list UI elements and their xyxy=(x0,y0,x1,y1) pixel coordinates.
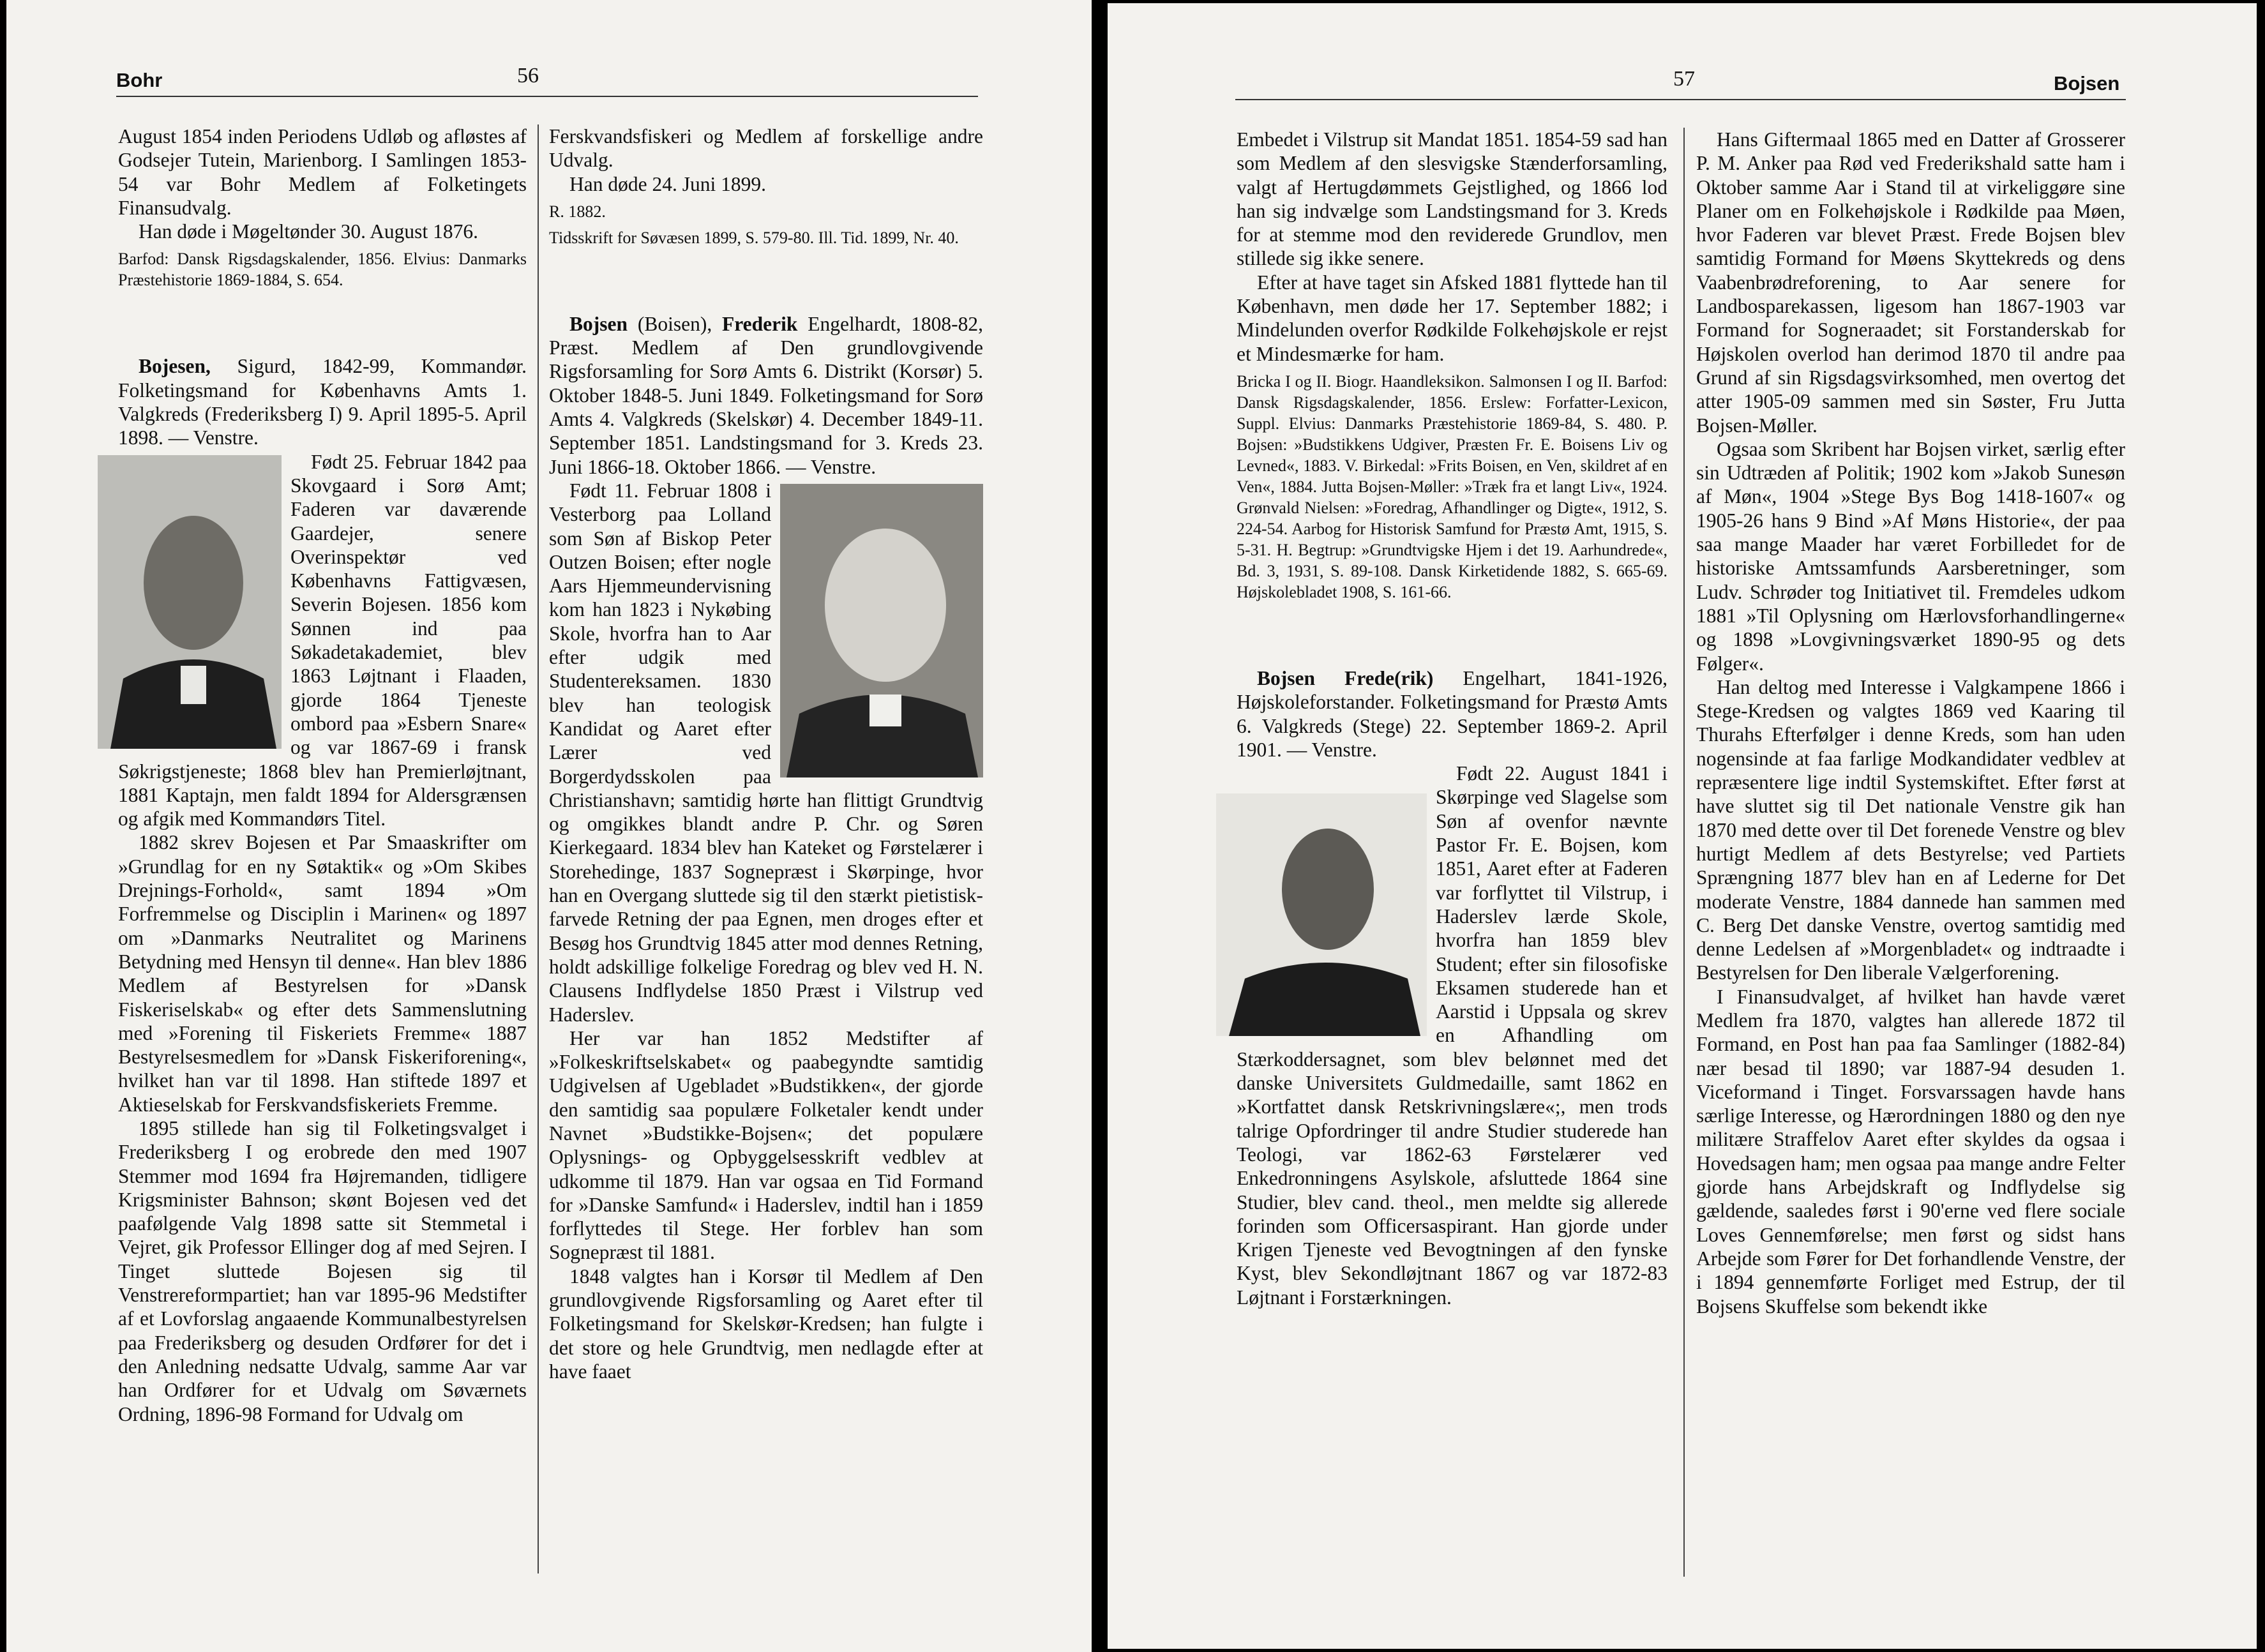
entry-paragraph: 1848 valgtes han i Korsør til Medlem af Den grundlovgivende Rigsforsamling og Aaret efter til Folketingsmand for Skelskør-Kredsen; han fulgte i det store og hele Grundtvig, men nedlagde efter at have faaet xyxy=(549,1265,983,1383)
page-number-right: 57 xyxy=(1673,67,1695,91)
death-note: Han døde 24. Juni 1899. xyxy=(569,172,766,195)
entry-paragraph: Født 25. Februar 1842 paa Skovgaard i Sorø Amt; Faderen var daværende Gaardejer, senere Overinspektør ved Københavns Fattigvæsen, Severin Bojesen. 1856 kom Sønnen ind paa Søkadetakademiet, blev 1863 Løjtnant i Flaaden, gjorde 1864 Tjeneste ombord paa »Esbern Snare« og var 1867-69 i fransk Søkrigstjeneste; 1868 blev han Premierløjtnant, 1881 Kaptajn, men faldt 1894 for Aldersgrænsen og afgik med Kommandørs Titel. xyxy=(118,450,527,831)
entry-heading: Bojesen, Sigurd, 1842-99, Kommandør. Folketingsmand for Københavns Amts 1. Valgkreds (Frederiksberg I) 9. April 1895-5. April 1898. — Venstre. xyxy=(118,355,527,449)
entry-continuation: August 1854 inden Periodens Udløb og afløstes af Godsejer Tutein, Marienborg. I Samlingen 1853-54 var Bohr Medlem af Folketingets Finansudvalg. xyxy=(118,125,527,219)
sources-note: Tidsskrift for Søvæsen 1899, S. 579-80. Ill. Tid. 1899, Nr. 40. xyxy=(549,228,959,247)
portrait-sigurd-bojesen xyxy=(98,455,282,749)
left-column-1 xyxy=(118,124,527,1426)
entry-continuation: Embedet i Vilstrup sit Mandat 1851. 1854-59 sad han som Medlem af den slesvigske Stænderforsamling, valgt af Hertugdømmets Gejstlighed, og 1866 lod han sig indvælge som Landstingsmand for 3. Kreds for at stemme mod den reviderede Grundlov, men stillede sig ikke senere. xyxy=(1237,128,1667,270)
entry-heading: Bojsen Frede(rik) Engelhart, 1841-1926, Højskoleforstander. Folketingsmand for Præstø Amts 6. Valgkreds (Stege) 22. September 1869-2. April 1901. — Venstre. xyxy=(1237,666,1668,761)
column-divider xyxy=(538,124,539,1573)
entry-paragraph: Født 11. Februar 1808 i Vesterborg paa Lolland som Søn af Biskop Peter Outzen Boisen; efter nogle Aars Hjemmeundervisning kom han 1823 i Nykøbing Skole, hvorfra han to Aar efter udgik med Studentereksamen. 1830 blev han teologisk Kandidat og Aaret efter Lærer ved Borgerdydsskolen paa Christianshavn; samtidig hørte han flittigt Grundtvig og omgikkes blandt andre P. Chr. og Søren Kierkegaard. 1834 blev han Kateket og Førstelærer i Storehedinge, 1837 Sognepræst i Skørpinge, hvor han en Overgang sluttede sig til den stærkt pietistisk-farvede Retning der paa Egnen, men droges efter et Besøg hos Grundtvig 1845 atter mod dennes Retning, holdt adskillige folkelige Foredrag og blev ved H. N. Clausens Indflydelse 1850 Præst i Vilstrup ved Haderslev. xyxy=(549,479,983,1026)
running-head-right: Bojsen xyxy=(2054,72,2120,94)
running-head-left: Bohr xyxy=(116,69,163,91)
header-rule-right xyxy=(1235,99,2126,100)
page-number-left: 56 xyxy=(517,64,539,87)
left-column-2 xyxy=(549,124,983,1383)
entry-paragraph: Efter at have taget sin Afsked 1881 flyttede han til København, men døde her 17. September 1882; i Mindelunden overfor Rødkilde Folkehøjskole er rejst et Mindesmærke for ham. xyxy=(1237,271,1667,365)
entry-paragraph: Ogsaa som Skribent har Bojsen virket, særlig efter sin Udtræden af Politik; 1902 kom »Jakob Sunesøn af Møn«, 1904 »Stege Bys Bog 1418-1607« og 1905-26 hans 9 Bind »Af Møns Historie«, der paa saa mange Maader har været Forbilledet for de historiske Amtssamfunds Aarsberetninger, som Ludv. Schrøder tog Initiativet til. Fremdeles udkom 1881 »Til Oplysning om Hærlovsforhandlingerne« og 1898 »Lovgivningsværket 1890-95 og dets Følger«. xyxy=(1696,437,2125,675)
portrait-frederik-bojsen xyxy=(780,484,983,777)
entry-paragraph: Han deltog med Interesse i Valgkampene 1866 i Stege-Kredsen og valgtes 1869 ved Kaaring til Thurahs Efterfølger i denne Kreds, som han uden nogensinde at faa farlige Modkandidater vedblev at repræsentere lige indtil Systemskiftet. Efter først at have sluttet sig til Det nationale Venstre gik han 1870 med dette over til Det forenede Venstre og blev hurtigt Medlem af dets Bestyrelse; ved Partiets Sprængning 1877 blev han en af Lederne for Det moderate Venstre, 1884 dannede han sammen med C. Berg Det danske Venstre, overtog samtidig med denne Ledelsen af »Morgenbladet« og indtraadte i Bestyrelsen for Den liberale Vælgerforening. xyxy=(1696,675,2125,984)
entry-paragraph: I Finansudvalget, af hvilket han havde været Medlem fra 1870, valgtes han allerede 1872 til Formand, en Post han paa faa Samlinger (1882-84) nær besad til 1890; var 1887-94 desuden 1. Viceformand i Tinget. Forsvarssagen havde hans særlige Interesse, og Hærordningen 1880 og den nye militære Straffelov Aaret efter skyldes da ogsaa i Hovedsagen ham; men ogsaa paa mange andre Felter gjorde hans Arbejdskraft og Indflydelse sig gældende, saaledes først i 90'erne ved flere sociale Loves Gennemførelse; men først og sidst hans Arbejde som Fører for Det forhandlende Venstre, der i 1894 gennemførte Forliget med Estrup, der til Bojsens Skuffelse som bekendt ikke xyxy=(1696,985,2125,1318)
entry-paragraph: Hans Giftermaal 1865 med en Datter af Grosserer P. M. Anker paa Rød ved Frederikshald satte ham i Oktober samme Aar i Stand til at virkeliggøre sine Planer om en Folkehøjskole i Rødkilde paa Møen, hvor Faderen var blevet Præst. Frede Bojsen blev samtidig Formand for Møens Skyttekreds og dens Vaabenbrødreforening, to Aar senere for Landbosparekassen, ligesom han 1867-1903 var Formand for Sogneraadet; sit Forstanderskab for Højskolen overlod han derimod 1870 til andre paa Grund af sin Rigsdagsvirksomhed, men overtog det atter 1905-09 sammen med sin Søster, Fru Jutta Bojsen-Møller. xyxy=(1696,128,2125,437)
sources-note: Barfod: Dansk Rigsdagskalender, 1856. Elvius: Danmarks Præstehistorie 1869-1884, S. 654. xyxy=(118,250,527,290)
author-initials: R. 1882. xyxy=(549,202,606,221)
entry-continuation: Ferskvandsfiskeri og Medlem af forskellige andre Udvalg. xyxy=(549,125,983,172)
column-divider xyxy=(1683,128,1685,1577)
entry-paragraph: 1895 stillede han sig til Folketingsvalget i Frederiksberg I og erobrede den med 1907 Stemmer mod 1694 fra Højremanden, tidligere Krigsminister Bahnson; skønt Bojesen ved det paafølgende Valg 1898 satte sit Stemmetal i Vejret, gik Professor Ellinger dog af med Sejren. I Tinget sluttede Bojesen sig til Venstrereformpartiet; han var 1895-96 Medstifter af et Lovforslag angaaende Kommunalbestyrelsen paa Frederiksberg og desuden Ordfører for det i den Anledning nedsatte Udvalg, samme Aar var han Ordfører for et Udvalg om Søværnets Ordning, 1896-98 Formand for Udvalg om xyxy=(118,1116,527,1425)
right-column-1 xyxy=(1237,128,1667,1309)
right-column-2 xyxy=(1696,128,2125,1318)
sources-note: Bricka I og II. Biogr. Haandleksikon. Salmonsen I og II. Barfod: Dansk Rigsdagskalender, 1856. Erslew: Forfatter-Lexicon, Suppl. Elvius: Danmarks Præstehistorie 1869-84, S. 480. P. Bojsen: »Budstikkens Udgiver, Præsten Fr. E. Boisens Liv og Levned«, 1883. V. Birkedal: »Frits Boisen, en Ven, skildret af en Ven«, 1884. Jutta Bojsen-Møller: »Træk fra et langt Liv«, 1924. Grønvald Nielsen: »Foredrag, Afhandlinger og Digte«, 1912, S. 224-54. Aarbog for Historisk Samfund for Præstø Amt, 1915, S. 5-31. H. Begtrup: »Grundtvigske Hjem i det 19. Aarhundrede«, Bd. 3, 1931, S. 89-108. Dansk Kirketidende 1882, S. 665-69. Højskolebladet 1908, S. 161-66. xyxy=(1237,372,1667,601)
left-page xyxy=(6,0,1092,1652)
portrait-frede-bojsen xyxy=(1216,793,1427,1036)
death-note: Han døde i Møgeltønder 30. August 1876. xyxy=(139,220,478,243)
header-rule-left xyxy=(116,96,978,97)
entry-paragraph: Født 22. August 1841 i Skørpinge ved Slagelse som Søn af ovenfor nævnte Pastor Fr. E. Bojsen, kom 1851, Aaret efter at Faderen var forflyttet til Vilstrup, i Haderslev lærde Skole, hvorfra han 1859 blev Student; efter sin filosofiske Eksamen studerede han et Aarstid i Uppsala og skrev en Afhandling om Stærkoddersagnet, som blev belønnet med det danske Universitets Guldmedaille, samt 1862 en »Kortfattet dansk Retskrivningslære«;, men trods talrige Opfordringer til andre Studier studerede han Teologi, var 1862-63 Førstelærer ved Enkedronningens Asylskole, afsluttede 1864 sine Studier, blev cand. theol., men meldte sig allerede forinden som Officersaspirant. Han gjorde under Krigen Tjeneste ved Bevogtningen af den fynske Kyst, blev Sekondløjtnant 1867 og var 1872-83 Løjtnant i Forstærkningen. xyxy=(1237,762,1667,1309)
entry-paragraph: Her var han 1852 Medstifter af »Folkeskriftselskabet« og paabegyndte samtidig Udgivelsen af Ugebladet »Budstikken«, der gjorde den samtidig saa populære Folketaler kendt under Navnet »Budstikke-Bojsen«; det populære Oplysnings- og Opbyggelsesskrift vedblev at udkomme til 1879. Han var ogsaa en Tid Formand for »Danske Samfund« i Haderslev, indtil han i 1859 forflyttedes til Stege. Her forblev han som Sognepræst til 1881. xyxy=(549,1026,983,1264)
right-page xyxy=(1108,3,2257,1649)
entry-paragraph: 1882 skrev Bojesen et Par Smaaskrifter om »Grundlag for en ny Søtaktik« og »Om Skibes Drejnings-Forhold«, samt 1894 »Om Forfremmelse og Disciplin i Marinen« og 1897 om »Danmarks Neutralitet og Marinens Betydning med Hensyn til denne«. Han blev 1886 Medlem af Bestyrelsen for »Dansk Fiskeriselskab« og efter dets Sammenslutning med »Forening til Fiskeriets Fremme« 1887 Bestyrelsesmedlem for »Dansk Fiskeriforening«, hvilket han var til 1898. Han stiftede 1897 et Aktieselskab for Ferskvandsfiskeriets Fremme. xyxy=(118,831,527,1116)
entry-heading: Bojsen (Boisen), Frederik Engelhardt, 1808-82, Præst. Medlem af Den grundlovgivende Rigsforsamling for Sorø Amts 6. Distrikt (Korsør) 5. Oktober 1848-5. Juni 1849. Folketingsmand for Sorø Amts 4. Valgkreds (Skelskør) 4. December 1849-11. September 1851. Landstingsmand for 3. Kreds 23. Juni 1866-18. Oktober 1866. — Venstre. xyxy=(549,312,984,478)
